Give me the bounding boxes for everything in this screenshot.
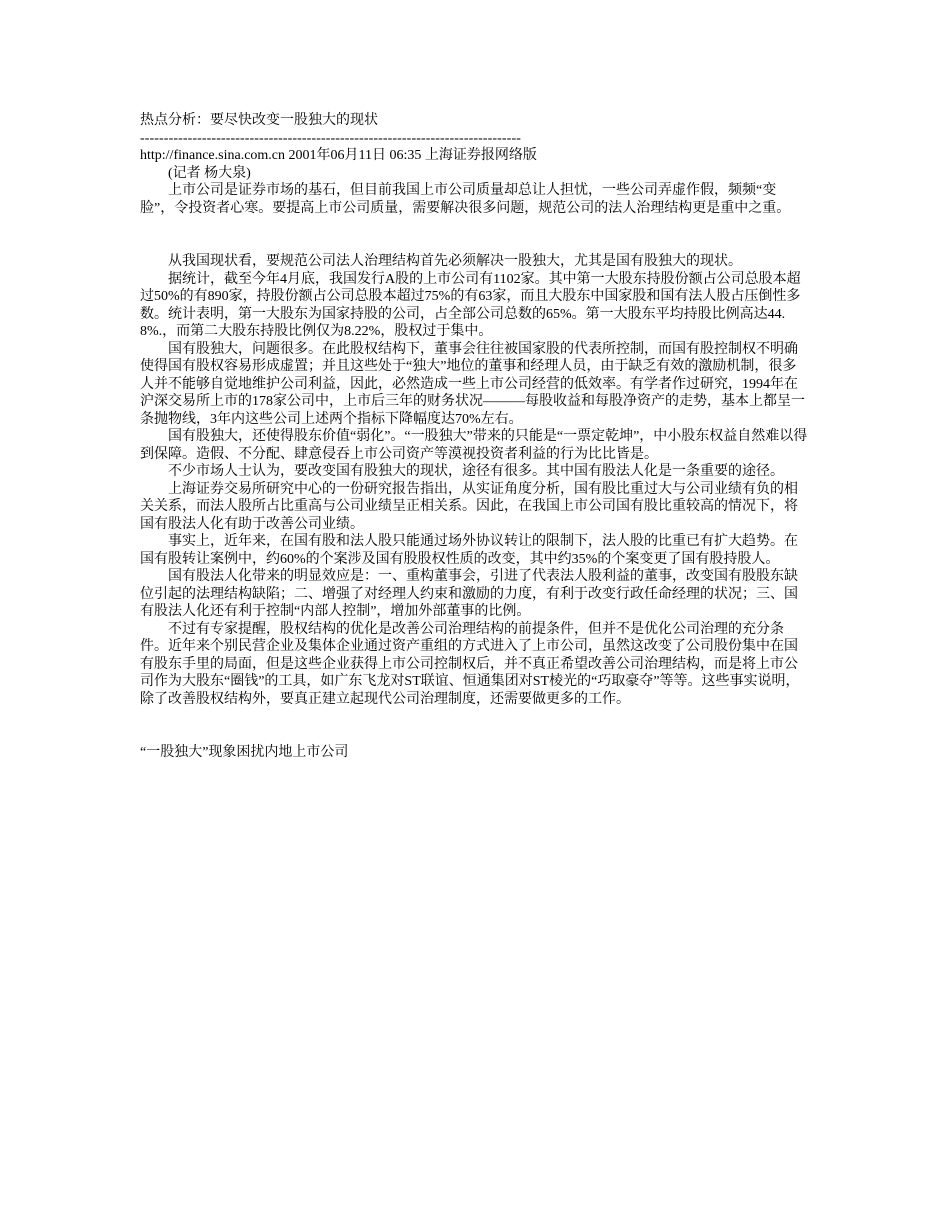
section-subheading: “一股独大”现象困扰内地上市公司 bbox=[140, 745, 349, 760]
paragraph-intro: 上市公司是证券市场的基石，但目前我国上市公司质量却总让人担忧，一些公司弄虚作假，频频“变脸”，令投资者心寒。要提高上市公司质量，需要解决很多问题，规范公司的法人治理结构更是重中之重。 bbox=[140, 183, 791, 216]
paragraph: 不少市场人士认为，要改变国有股独大的现状，途径有很多。其中国有股法人化是一条重要的途径。 bbox=[168, 464, 784, 479]
article-title: 热点分析：要尽快改变一股独大的现状 bbox=[140, 113, 378, 128]
paragraph: 国有股法人化带来的明显效应是：一、重构董事会，引进了代表法人股利益的董事，改变国有股股东缺位引起的法理结构缺陷；二、增强了对经理人约束和激励的力度，有利于改变行政任命经理的状况；三、国有股法人化还有利于控制“内部人控制”，增加外部董事的比例。 bbox=[140, 569, 798, 619]
paragraph: 国有股独大，问题很多。在此股权结构下，董事会往往被国家股的代表所控制，而国有股控制权不明确使得国有股权容易形成虚置；并且这些处于“独大”地位的董事和经理人员，由于缺乏有效的激励机制，很多人并不能够自觉地维护公司利益，因此，必然造成一些上市公司经营的低效率。有学者作过研究，1994年在沪深交易所上市的178家公司中，上市后三年的财务状况———每股收益和每股净资产的走势，基本上都呈一条抛物线，3年内这些公司上述两个指标下降幅度达70%左右。 bbox=[140, 341, 805, 427]
article bbox=[140, 112, 808, 762]
paragraph: 上海证券交易所研究中心的一份研究报告指出，从实证角度分析，国有股比重过大与公司业绩有负的相关关系，而法人股所占比重高与公司业绩呈正相关系。因此，在我国上市公司国有股比重较高的情况下，将国有股法人化有助于改善公司业绩。 bbox=[140, 481, 798, 532]
reporter-byline: (记者 杨大泉) bbox=[168, 165, 251, 181]
article-source-line: http://finance.sina.com.cn 2001年06月11日 06:35 上海证券报网络版 bbox=[140, 148, 537, 163]
horizontal-rule: -------------------------------------------------------------------------------- bbox=[140, 130, 521, 146]
paragraph: 国有股独大，还使得股东价值“弱化”。“一股独大”带来的只能是“一票定乾坤”，中小股东权益自然难以得到保障。造假、不分配、肆意侵吞上市公司资产等漠视投资者利益的行为比比皆是。 bbox=[140, 429, 808, 462]
paragraph: 事实上，近年来，在国有股和法人股只能通过场外协议转让的限制下，法人股的比重已有扩大趋势。在国有股转让案例中，约60%的个案涉及国有股股权性质的改变，其中约35%的个案变更了国有股持股人。 bbox=[140, 534, 798, 567]
paragraph: 不过有专家提醒，股权结构的优化是改善公司治理结构的前提条件，但并不是优化公司治理的充分条件。近年来个别民营企业及集体企业通过资产重组的方式进入了上市公司，虽然这改变了公司股份集中在国有股东手里的局面，但是这些企业获得上市公司控制权后，并不真正希望改善公司治理结构，而是将上市公司作为大股东“圈钱”的工具，如广东飞龙对ST联谊、恒通集团对ST棱光的“巧取豪夺”等等。这些事实说明，除了改善股权结构外，要真正建立起现代公司治理制度，还需要做更多的工作。 bbox=[140, 621, 800, 707]
paragraph: 据统计，截至今年4月底，我国发行A股的上市公司有1102家。其中第一大股东持股份额占公司总股本超过50%的有890家，持股份额占公司总股本超过75%的有63家，而且大股东中国家股和国有法人股占压倒性多数。统计表明，第一大股东为国家持股的公司，占全部公司总数的65%。第一大股东平均持股比例高达44.8%.，而第二大股东持股比例仅为8.22%，股权过于集中。 bbox=[140, 271, 801, 339]
paragraph: 从我国现状看，要规范公司法人治理结构首先必须解决一股独大，尤其是国有股独大的现状。 bbox=[168, 254, 742, 269]
